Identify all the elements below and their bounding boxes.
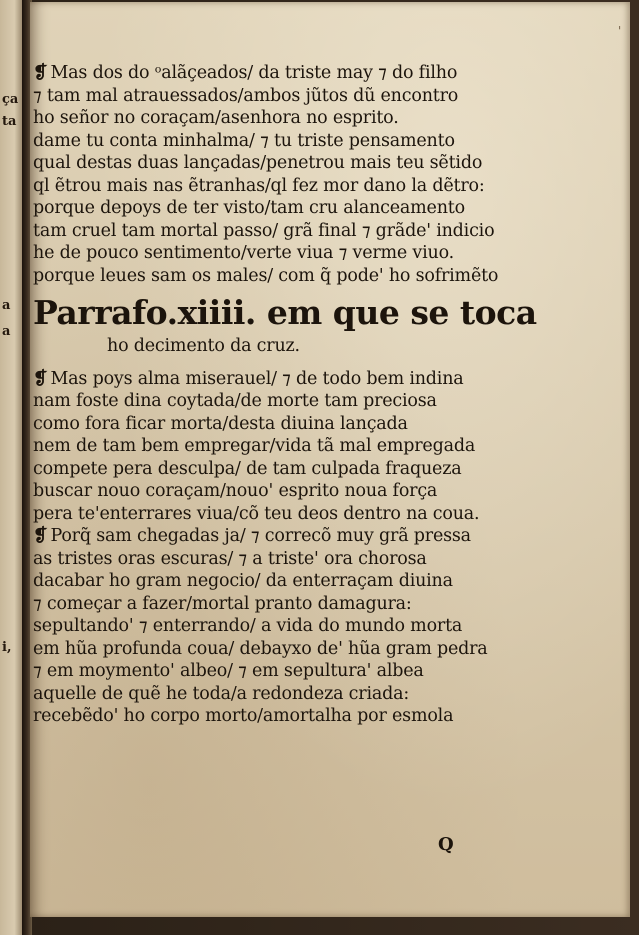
text-line: recebẽdo' ho corpo morto/amortalha por esmola	[33, 706, 454, 726]
text-line: dame tu conta minhalma/ ⁊ tu triste pensamento	[33, 130, 455, 151]
text-line: aquelle de quẽ he toda/a redondeza criada:	[33, 683, 410, 704]
prev-page-fragment: ça	[2, 92, 19, 107]
prev-page-fragment: a	[2, 324, 11, 339]
text-line: como fora ficar morta/desta diuina lançada	[33, 413, 408, 434]
text-line: tam cruel tam mortal passo/ grã final ⁊ grãde' indicio	[33, 220, 495, 241]
text-line: ❡ Mas poys alma miserauel/ ⁊ de todo bem indina	[33, 368, 464, 389]
text-line: compete pera desculpa/ de tam culpada fraqueza	[33, 458, 462, 479]
section-1	[33, 62, 593, 287]
text-line: sepultando' ⁊ enterrando/ a vida do mundo morta	[33, 616, 463, 636]
pilcrow-icon: ❡	[33, 63, 48, 83]
prev-page-fragment: i,	[2, 640, 12, 655]
text-line: he de pouco sentimento/verte viua ⁊ verme viuo.	[33, 243, 454, 263]
page-leaf	[30, 2, 630, 917]
text-line: nam foste dina coytada/de morte tam preciosa	[33, 391, 437, 411]
text-line: ql ẽtrou mais nas ẽtranhas/ql fez mor dano la dẽtro:	[33, 175, 485, 196]
text-line: porque depoys de ter visto/tam cru alanceamento	[33, 198, 465, 218]
prev-page-fragment: a	[2, 298, 11, 313]
text-line: nem de tam bem empregar/vida tã mal empregada	[33, 436, 476, 456]
pilcrow-icon: ❡	[33, 526, 48, 546]
text-line: buscar nouo coraçam/nouo' esprito noua força	[33, 481, 438, 501]
text-line: porque leues sam os males/ com q̃ pode' ho sofrimẽto	[33, 265, 499, 286]
corner-mark: '	[618, 24, 622, 38]
text-line: dacabar ho gram negocio/ da enterraçam diuina	[33, 571, 453, 591]
section-subheading: ho decimento da cruz.	[107, 336, 300, 356]
text-line: as tristes oras escuras/ ⁊ a triste' ora chorosa	[33, 548, 427, 569]
pilcrow-icon: ❡	[33, 368, 48, 389]
prev-page-fragment: ta	[2, 114, 17, 129]
text-line: ❡ Mas dos do ᵒalãçeados/ da triste may ⁊ do filho	[33, 63, 458, 83]
section-2	[33, 368, 593, 728]
text-line: ⁊ em moymento' albeo/ ⁊ em sepultura' albea	[33, 661, 424, 681]
text-line: ⁊ começar a fazer/mortal pranto damagura:	[33, 593, 412, 614]
catchword: Q	[438, 834, 454, 855]
section-heading: Parrafo.xiiii. em que se toca	[33, 293, 537, 332]
text-line: pera te'enterrares viua/cõ teu deos dentro na coua.	[33, 503, 480, 524]
previous-page-edge	[0, 0, 24, 935]
text-line: ⁊ tam mal atrauessados/ambos jũtos dũ encontro	[33, 85, 459, 106]
text-line: qual destas duas lançadas/penetrou mais teu sẽtido	[33, 153, 483, 173]
text-block	[33, 62, 593, 728]
text-line: ❡ Porq̃ sam chegadas ja/ ⁊ correcõ muy grã pressa	[33, 526, 471, 546]
text-line: em hũa profunda coua/ debayxo de' hũa gram pedra	[33, 638, 488, 659]
text-line: ho señor no coraçam/asenhora no esprito.	[33, 108, 399, 128]
